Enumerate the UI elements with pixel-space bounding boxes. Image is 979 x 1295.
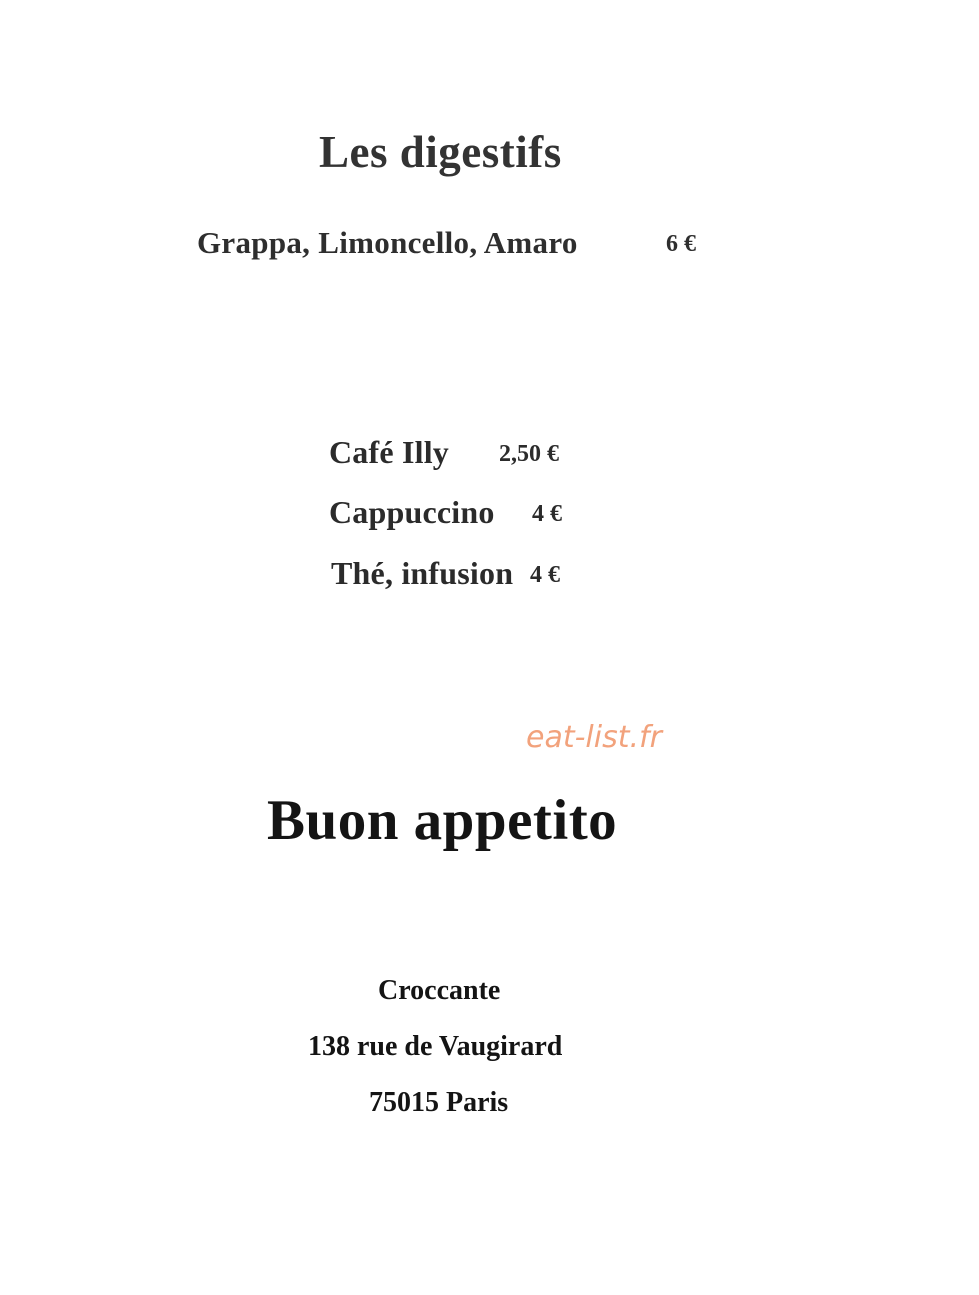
- digestif-item-name: Grappa, Limoncello, Amaro: [197, 225, 578, 260]
- digestifs-title: Les digestifs: [319, 127, 562, 177]
- digestif-item-price: 6 €: [666, 231, 696, 257]
- drink-name-cafe: Café Illy: [329, 434, 450, 470]
- drink-price-the: 4 €: [530, 562, 560, 588]
- drink-price-cafe: 2,50 €: [499, 441, 559, 467]
- drink-name-the: Thé, infusion: [331, 555, 514, 591]
- greeting-title: Buon appetito: [267, 789, 618, 852]
- watermark: eat-list.fr: [526, 720, 662, 755]
- restaurant-name: Croccante: [378, 975, 501, 1006]
- drink-name-cappuccino: Cappuccino: [329, 494, 495, 530]
- drink-price-cappuccino: 4 €: [532, 501, 562, 527]
- restaurant-street: 138 rue de Vaugirard: [308, 1031, 563, 1062]
- restaurant-city: 75015 Paris: [369, 1087, 509, 1118]
